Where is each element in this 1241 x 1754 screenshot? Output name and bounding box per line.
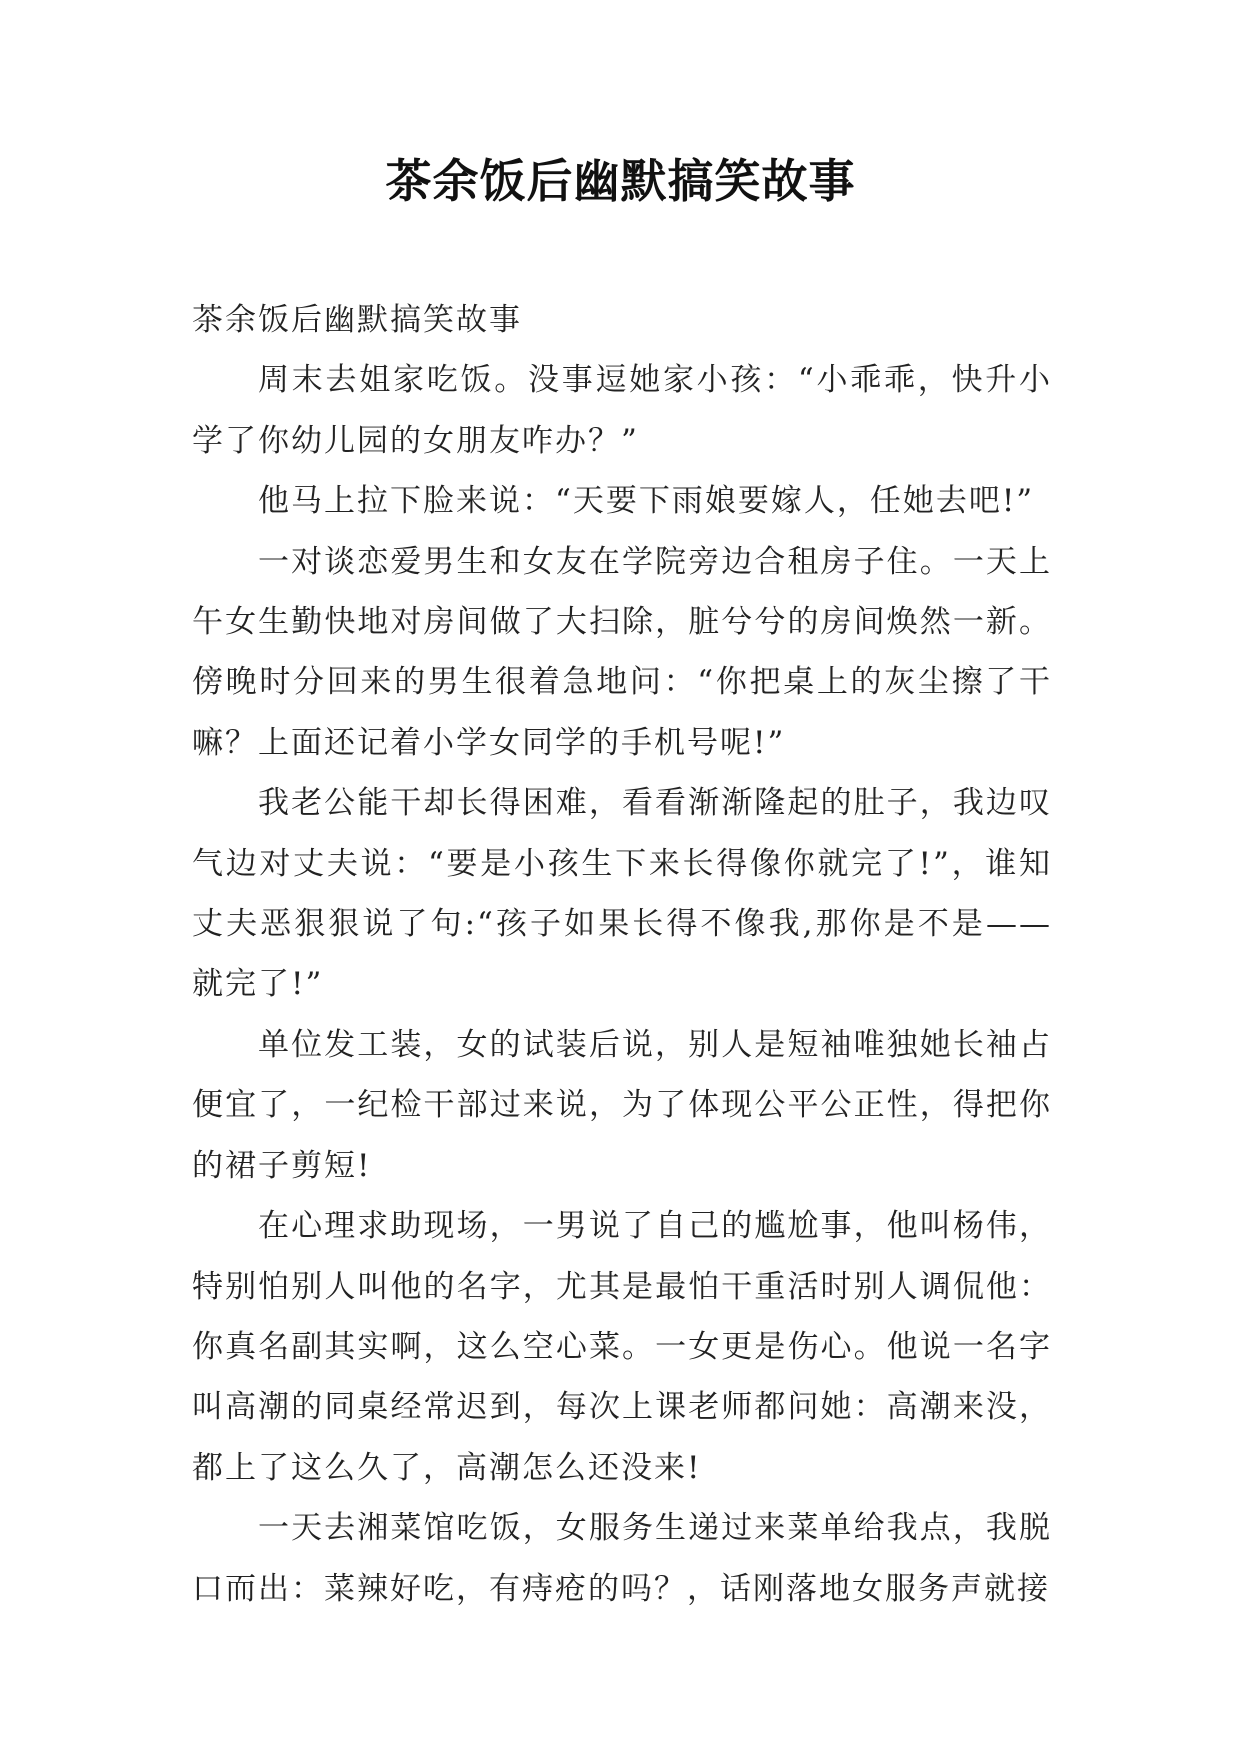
paragraph: 周末去姐家吃饭。没事逗她家小孩：“小乖乖，快升小学了你幼儿园的女朋友咋办？” <box>192 362 1052 459</box>
paragraph: 一对谈恋爱男生和女友在学院旁边合租房子住。一天上午女生勤快地对房间做了大扫除，脏兮兮的房间焕然一新。傍晚时分回来的男生很着急地问：“你把桌上的灰尘擦了干嘛？上面还记着小学女同学的手机号呢!” <box>192 543 1052 761</box>
paragraph: 单位发工装，女的试装后说，别人是短袖唯独她长袖占便宜了，一纪检干部过来说，为了体现公平公正性，得把你的裙子剪短! <box>192 1026 1052 1184</box>
intro-heading: 茶余饭后幽默搞笑故事 <box>192 302 522 338</box>
document-body <box>192 290 1052 1619</box>
paragraph: 在心理求助现场，一男说了自己的尴尬事，他叫杨伟，特别怕别人叫他的名字，尤其是最怕干重活时别人调侃他：你真名副其实啊，这么空心菜。一女更是伤心。他说一名字叫高潮的同桌经常迟到，每次上课老师都问她：高潮来没，都上了这么久了，高潮怎么还没来! <box>192 1208 1052 1486</box>
document-title: 茶余饭后幽默搞笑故事 <box>385 154 856 208</box>
paragraph: 我老公能干却长得困难，看看渐渐隆起的肚子，我边叹气边对丈夫说：“要是小孩生下来长得像你就完了!”，谁知丈夫恶狠狠说了句:“孩子如果长得不像我,那你是不是——就完了!” <box>192 785 1052 1003</box>
paragraph: 他马上拉下脸来说：“天要下雨娘要嫁人，任她去吧!” <box>258 483 1035 520</box>
paragraph: 一天去湘菜馆吃饭，女服务生递过来菜单给我点，我脱口而出：菜辣好吃，有痔疮的吗？，话刚落地女服务声就接 <box>192 1510 1052 1607</box>
